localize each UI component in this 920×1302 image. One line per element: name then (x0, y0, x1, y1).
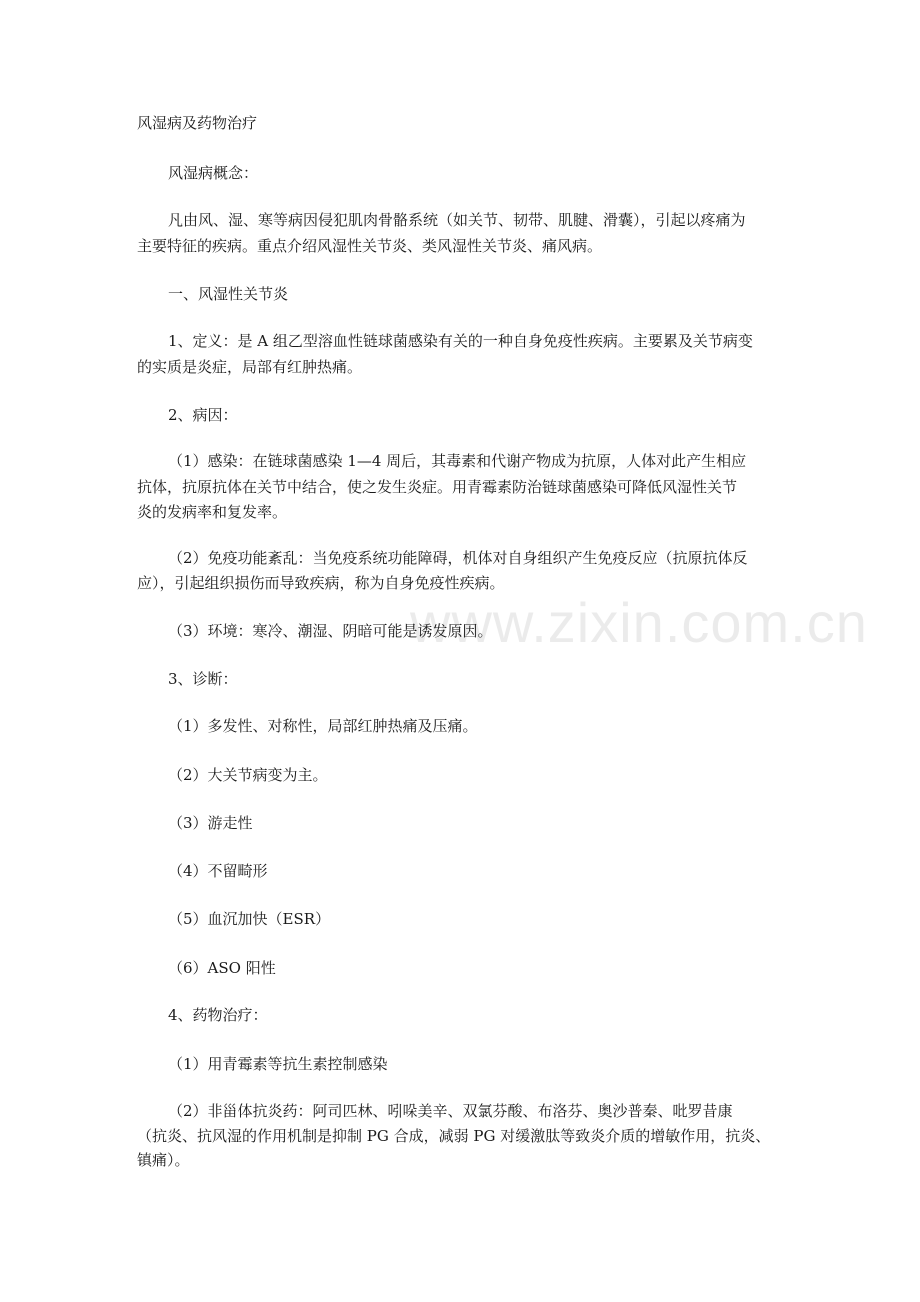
cause-infection-line: 抗体，抗原抗体在关节中结合，使之发生炎症。用青霉素防治链球菌感染可降低风湿性关节 (137, 478, 738, 496)
section-heading: 一、风湿性关节炎 (168, 285, 289, 303)
diagnosis-item: （1）多发性、对称性，局部红肿热痛及压痛。 (168, 717, 478, 735)
cause-infection-line: 炎的发病率和复发率。 (137, 503, 288, 521)
treatment-heading: 4、药物治疗： (168, 1006, 268, 1024)
definition-line: 1、定义：是 A 组乙型溶血性链球菌感染有关的一种自身免疫性疾病。主要累及关节病变 (168, 332, 753, 350)
concept-heading: 风湿病概念： (168, 164, 259, 182)
treatment-item-line: 镇痛）。 (137, 1151, 190, 1169)
cause-infection-line: （1）感染：在链球菌感染 1—4 周后，其毒素和代谢产物成为抗原，人体对此产生相应 (168, 452, 747, 470)
document-title: 风湿病及药物治疗 (137, 114, 258, 132)
diagnosis-item: （4）不留畸形 (168, 862, 268, 880)
treatment-item-line: （2）非甾体抗炎药：阿司匹林、吲哚美辛、双氯芬酸、布洛芬、奥沙普秦、吡罗昔康 (168, 1102, 733, 1120)
concept-text-line: 主要特征的疾病。重点介绍风湿性关节炎、类风湿性关节炎、痛风病。 (137, 237, 603, 255)
treatment-item: （1）用青霉素等抗生素控制感染 (168, 1055, 388, 1073)
cause-heading: 2、病因： (168, 406, 238, 424)
diagnosis-item: （3）游走性 (168, 814, 253, 832)
cause-environment: （3）环境：寒冷、潮湿、阴暗可能是诱发原因。 (168, 622, 493, 640)
cause-immune-line: （2）免疫功能紊乱：当免疫系统功能障碍，机体对自身组织产生免疫反应（抗原抗体反 (168, 549, 748, 567)
diagnosis-item: （2）大关节病变为主。 (168, 766, 328, 784)
diagnosis-item: （5）血沉加快（ESR） (168, 910, 331, 928)
watermark: www.zixin.com.cn (410, 591, 868, 654)
diagnosis-heading: 3、诊断： (168, 670, 238, 688)
diagnosis-item: （6）ASO 阳性 (168, 959, 276, 977)
concept-text-line: 凡由风、湿、寒等病因侵犯肌肉骨骼系统（如关节、韧带、肌腱、滑囊），引起以疼痛为 (168, 211, 746, 229)
definition-line: 的实质是炎症，局部有红肿热痛。 (137, 358, 363, 376)
cause-immune-line: 应），引起组织损伤而导致疾病，称为自身免疫性疾病。 (137, 574, 505, 592)
treatment-item-line: （抗炎、抗风湿的作用机制是抑制 PG 合成，减弱 PG 对缓激肽等致炎介质的增敏作用，抗炎、 (137, 1127, 771, 1145)
